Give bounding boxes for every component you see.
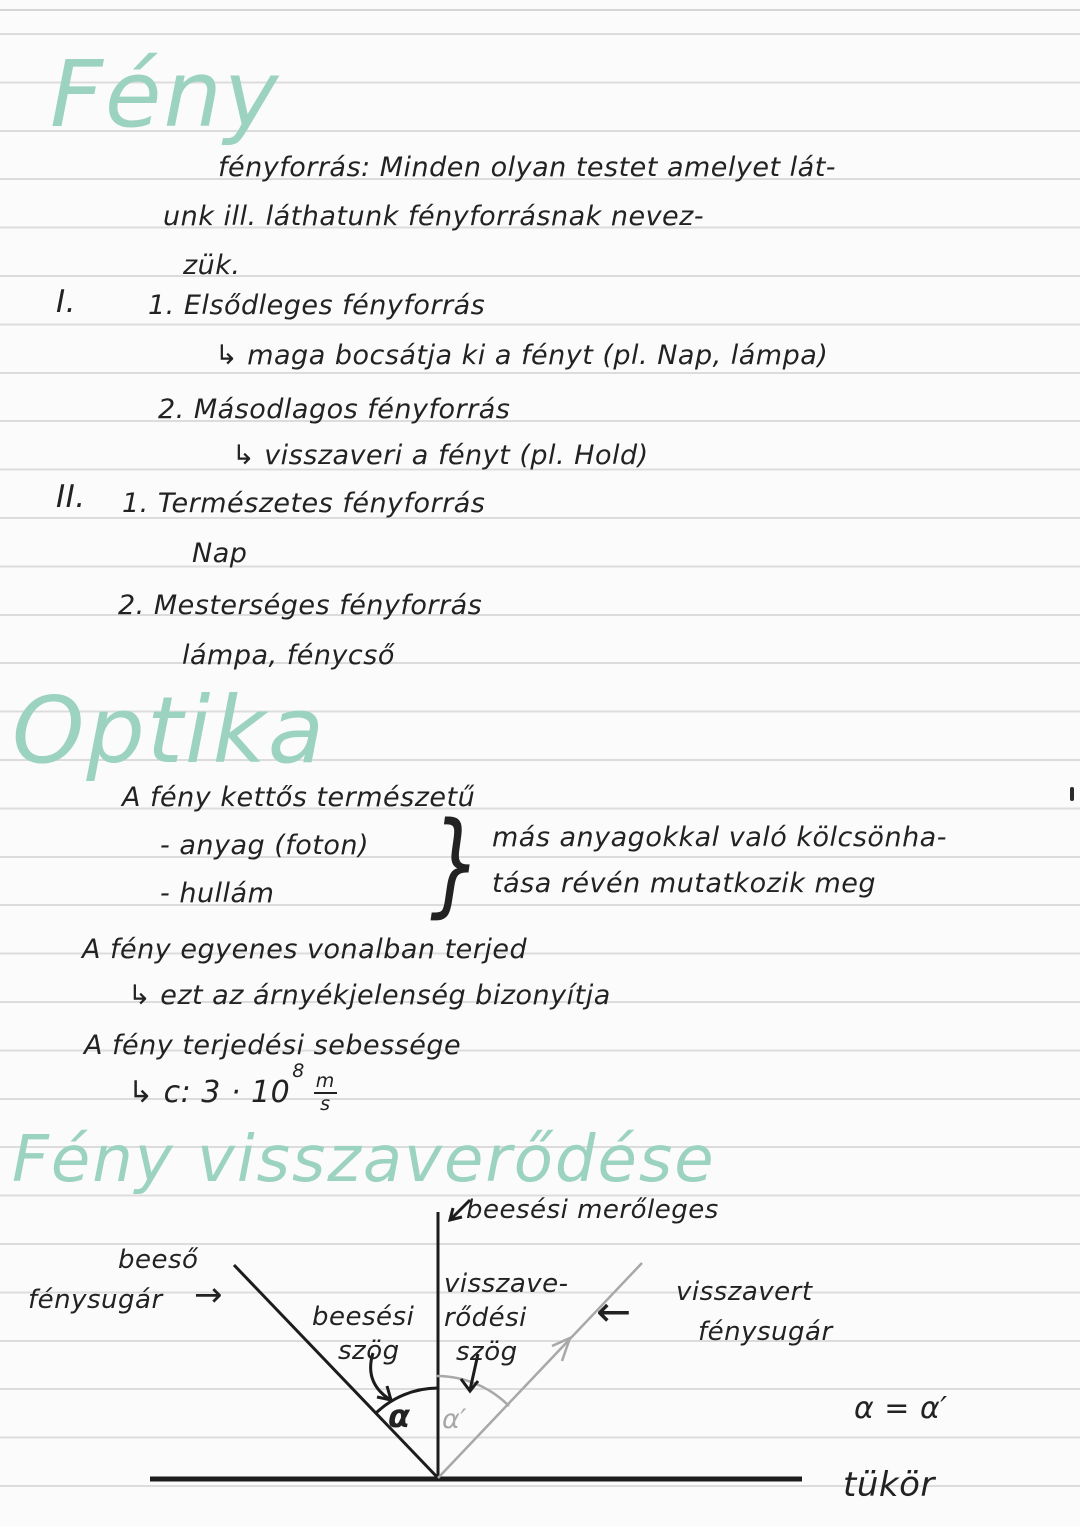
feny-definition-line3: zük. bbox=[183, 250, 241, 281]
optika-kolcsonhatas-line2: tása révén mutatkozik meg bbox=[492, 868, 877, 899]
section-title-feny: Fény bbox=[50, 41, 281, 148]
speed-unit-numerator: m bbox=[315, 1070, 335, 1092]
optika-dual-nature-line: A fény kettős természetű bbox=[122, 782, 476, 813]
feny-item-elsodleges-sub: ↳ maga bocsátja ki a fényt (pl. Nap, lámpa) bbox=[215, 340, 829, 371]
section-title-visszaverodese: Fény visszaverődése bbox=[12, 1123, 716, 1197]
feny-definition-line1: fényforrás: Minden olyan testet amelyet lát- bbox=[218, 152, 837, 183]
optika-egyenes-line: A fény egyenes vonalban terjed bbox=[82, 934, 528, 965]
optika-bullet-hullam: - hullám bbox=[160, 878, 275, 909]
speed-unit-denominator: s bbox=[320, 1093, 331, 1115]
mirror-label: tükör bbox=[843, 1465, 935, 1505]
reflection-law-equation: α = α′ bbox=[854, 1391, 948, 1426]
incident-ray-label-line1: beeső bbox=[118, 1245, 199, 1275]
feny-item-masodlagos-sub: ↳ visszaveri a fényt (pl. Hold) bbox=[232, 440, 649, 471]
incident-ray-label-line2: fénysugár bbox=[28, 1285, 163, 1315]
incident-angle-label-line2: szög bbox=[338, 1336, 400, 1366]
speed-formula-exponent: 8 bbox=[292, 1060, 305, 1082]
incident-ray-pointer-arrow: → bbox=[194, 1275, 223, 1315]
reflection-angle-label-line1: visszave- bbox=[444, 1269, 569, 1299]
feny-item-elsodleges: 1. Elsődleges fényforrás bbox=[148, 290, 486, 321]
reflection-angle-label-line3: szög bbox=[456, 1337, 518, 1367]
alpha-angle-label: α bbox=[388, 1397, 411, 1435]
feny-definition-line2: unk ill. láthatunk fényforrásnak nevez- bbox=[163, 201, 705, 232]
optika-speed-formula bbox=[128, 1060, 337, 1115]
roman-numeral-two: II. bbox=[56, 479, 86, 515]
feny-item-termeszetes-example: Nap bbox=[192, 538, 248, 569]
curly-brace: } bbox=[430, 799, 482, 929]
feny-item-mesterseges-example: lámpa, fénycső bbox=[182, 640, 395, 671]
optika-kolcsonhatas-line1: más anyagokkal való kölcsönha- bbox=[492, 822, 947, 853]
section-title-optika: Optika bbox=[12, 677, 327, 784]
optika-bullet-anyag: - anyag (foton) bbox=[160, 830, 370, 861]
roman-numeral-one: I. bbox=[56, 284, 76, 320]
stray-ink-mark bbox=[1070, 787, 1074, 801]
reflected-ray-label-line1: visszavert bbox=[676, 1277, 813, 1307]
alpha-prime-angle-label: α′ bbox=[442, 1404, 467, 1435]
incident-angle-label-line1: beesési bbox=[312, 1302, 415, 1332]
speed-unit-fraction bbox=[314, 1072, 337, 1114]
ruled-line-top bbox=[0, 9, 1080, 11]
optika-arnyek-line: ↳ ezt az árnyékjelenség bizonyítja bbox=[128, 980, 611, 1011]
reflected-ray-label-line2: fénysugár bbox=[698, 1317, 833, 1347]
feny-item-termeszetes: 1. Természetes fényforrás bbox=[122, 488, 486, 519]
reflection-angle-label-line2: rődési bbox=[444, 1303, 527, 1333]
reflected-ray-pointer-arrow: ← bbox=[596, 1287, 632, 1336]
incident-ray-line bbox=[234, 1265, 438, 1478]
optika-sebesseg-line: A fény terjedési sebessége bbox=[84, 1030, 462, 1061]
feny-item-masodlagos: 2. Másodlagos fényforrás bbox=[158, 394, 511, 425]
normal-label: beesési merőleges bbox=[466, 1195, 719, 1225]
speed-formula-prefix: ↳ c: 3 · 10 bbox=[128, 1075, 291, 1110]
feny-item-mesterseges: 2. Mesterséges fényforrás bbox=[118, 590, 483, 621]
